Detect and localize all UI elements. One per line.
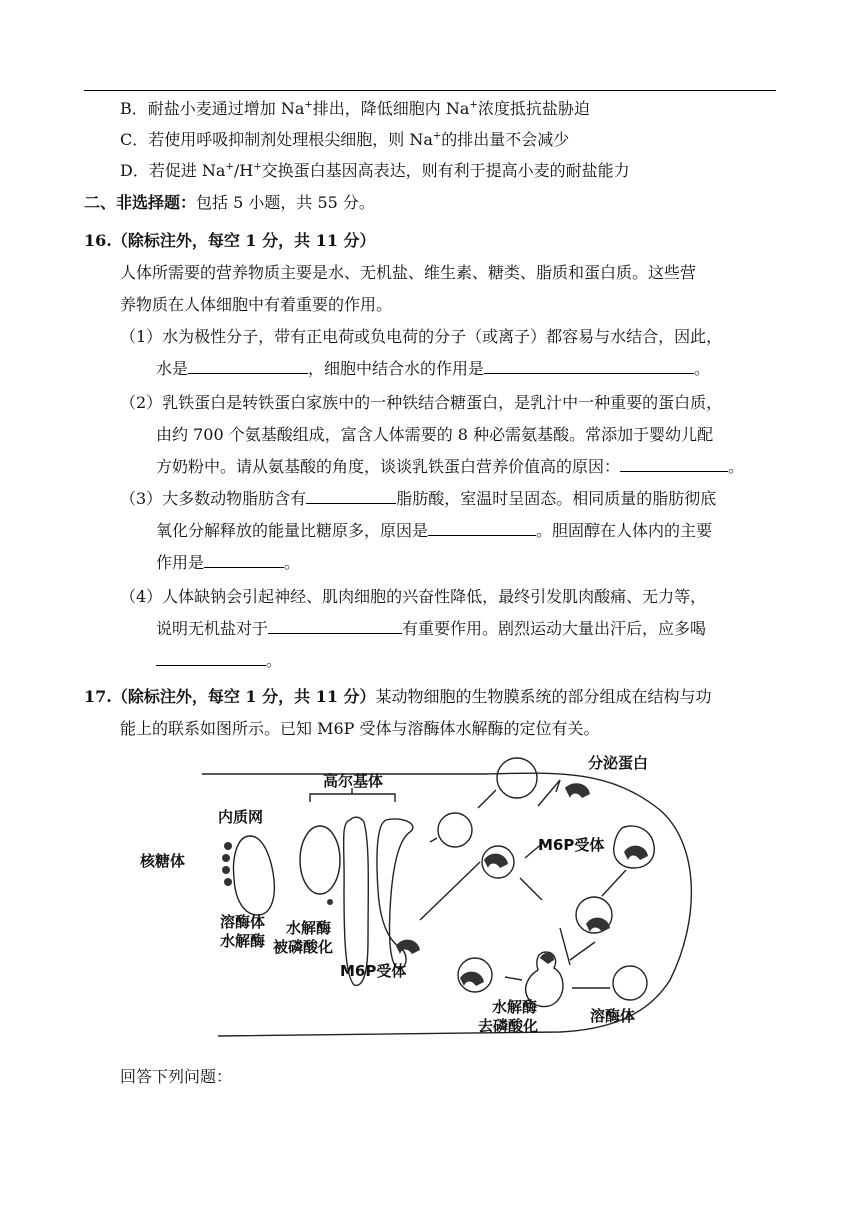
phosphate-dot [327, 899, 333, 905]
q16-part2-line2: 由约 700 个氨基酸组成，富含人体需要的 8 种必需氨基酸。常添加于婴幼儿配 [156, 425, 714, 444]
answer-blank[interactable] [484, 357, 694, 374]
q16-part3-line2: 氧化分解释放的能量比糖原多，原因是 。胆固醇在人体内的主要 [156, 521, 713, 540]
answer-blank[interactable] [268, 617, 402, 634]
q16-intro-1: 人体所需要的营养物质主要是水、无机盐、维生素、糖类、脂质和蛋白质。这些营 [120, 263, 697, 282]
answer-blank[interactable] [428, 519, 536, 536]
q17-header: 17.（除标注外，每空 1 分，共 11 分）某动物细胞的生物膜系统的部分组成在结构与功 [84, 687, 712, 706]
q16-part1-line1: （1）水为极性分子，带有正电荷或负电荷的分子（或离子）都容易与水结合，因此， [120, 327, 723, 346]
q16-part2-line3: 方奶粉中。请从氨基酸的角度，谈谈乳铁蛋白营养价值高的原因： 。 [156, 457, 745, 476]
membrane-system-diagram [140, 750, 720, 1040]
m6p-receptor [460, 972, 484, 986]
q16-part4-line3: 。 [156, 648, 282, 671]
label-dephos-1: 水解酶 [492, 998, 538, 1016]
label-golgi: 高尔基体 [323, 772, 384, 790]
q16-part1-line2: 水是 ，细胞中结合水的作用是 。 [156, 359, 711, 378]
ribosome-dot [222, 866, 230, 874]
label-phos-1: 水解酶 [286, 919, 332, 937]
label-m6p-mid: M6P受体 [538, 836, 605, 854]
m6p-receptor [586, 918, 610, 932]
q16-header: 16.（除标注外，每空 1 分，共 11 分） [84, 231, 376, 250]
answer-prompt: 回答下列问题： [120, 1067, 233, 1086]
ribosome-dot [222, 854, 230, 862]
q17-text-2: 能上的联系如图所示。已知 M6P 受体与溶酶体水解酶的定位有关。 [120, 719, 600, 738]
option-d: D．若促进 Na+/H+交换蛋白基因高表达，则有利于提高小麦的耐盐能力 [120, 161, 630, 180]
ribosome-dot [224, 878, 232, 886]
vesicle [438, 813, 472, 847]
section-2-heading: 二、非选择题：包括 5 小题，共 55 分。 [84, 193, 375, 212]
m6p-receptor [396, 940, 420, 954]
m6p-receptor [624, 846, 648, 860]
label-secretory: 分泌蛋白 [588, 754, 649, 772]
q16-part4-line1: （4）人体缺钠会引起神经、肌肉细胞的兴奋性降低，最终引发肌肉酸痛、无力等， [120, 587, 707, 606]
answer-blank[interactable] [156, 649, 266, 666]
label-dephos-2: 去磷酸化 [478, 1017, 539, 1035]
lysosome [613, 966, 647, 1000]
q16-part3-line1: （3）大多数动物脂肪含有 脂肪酸，室温时呈固态。相同质量的脂肪彻底 [120, 489, 717, 508]
answer-blank[interactable] [306, 487, 396, 504]
cell-membrane [202, 773, 691, 1036]
q16-part3-line3: 作用是 。 [156, 553, 301, 572]
er-outline [234, 836, 275, 915]
q16-part2-line1: （2）乳铁蛋白是转铁蛋白家族中的一种铁结合糖蛋白，是乳汁中一种重要的蛋白质， [120, 393, 723, 412]
label-lysosome: 溶酶体 [590, 1007, 636, 1025]
header-rule [84, 90, 776, 91]
label-lysosomal-enzyme-1: 溶酶体 [220, 913, 266, 931]
ribosome-dot [224, 842, 232, 850]
answer-blank[interactable] [188, 357, 308, 374]
m6p-receptor [565, 783, 590, 798]
answer-blank[interactable] [620, 455, 728, 472]
q16-intro-2: 养物质在人体细胞中有着重要的作用。 [120, 295, 393, 314]
label-er: 内质网 [218, 808, 264, 826]
label-m6p-left: M6P受体 [340, 962, 407, 980]
label-ribosome: 核糖体 [140, 852, 186, 870]
option-c: C．若使用呼吸抑制剂处理根尖细胞，则 Na+的排出量不会减少 [120, 130, 570, 149]
label-phos-2: 被磷酸化 [273, 938, 334, 956]
q16-part4-line2: 说明无机盐对于 有重要作用。剧烈运动大量出汗后，应多喝 [156, 619, 707, 638]
m6p-receptor [484, 854, 508, 868]
vesicle [497, 758, 537, 798]
golgi-bracket [310, 788, 395, 802]
label-lysosomal-enzyme-2: 水解酶 [220, 932, 266, 950]
answer-blank[interactable] [204, 551, 284, 568]
golgi-cis [300, 826, 340, 894]
option-b: B．耐盐小麦通过增加 Na+排出，降低细胞内 Na+浓度抵抗盐胁迫 [120, 99, 590, 118]
golgi-medial [344, 817, 369, 985]
